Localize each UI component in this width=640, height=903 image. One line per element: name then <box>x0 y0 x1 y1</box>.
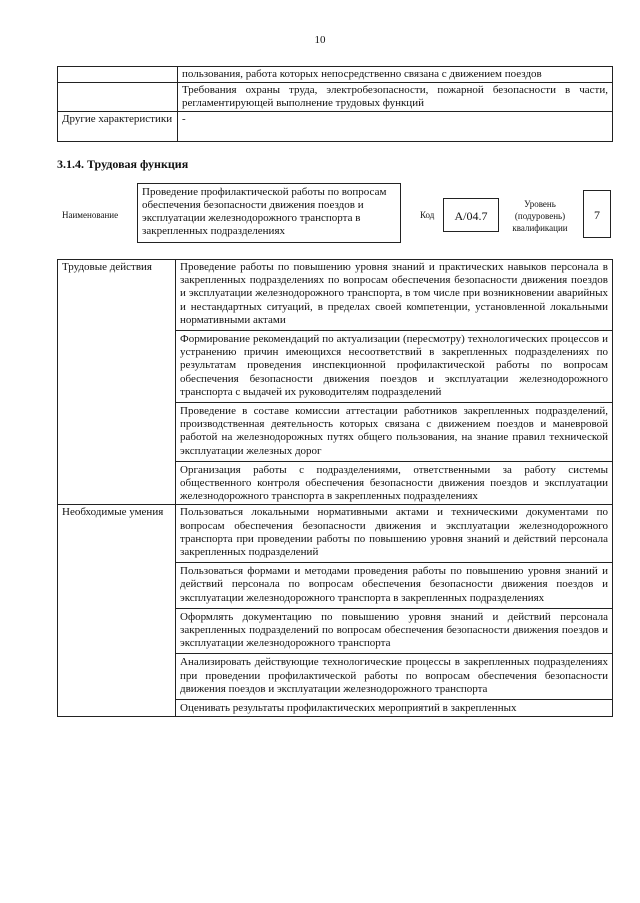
section-heading: 3.1.4. Трудовая функция <box>57 157 189 171</box>
qualification-level-value: 7 <box>583 190 611 238</box>
labor-actions-label: Трудовые действия <box>58 260 176 505</box>
list-item: Пользоваться формами и методами проведения работы по повышению уровня знаний и действий персонала по вопросам обеспечения безопасности движения поездов и эксплуатации железнодорожного транспорта в закрепленных подразделениях <box>176 562 612 605</box>
table-row <box>58 505 613 717</box>
list-item: Организация работы с подразделениями, ответственными за работу системы общественного контроля обеспечения безопасности движения поездов и эксплуатации железнодорожного транспорта в закрепленных подразделениях <box>176 461 612 504</box>
list-item: Формирование рекомендаций по актуализации (пересмотру) технологических процессов и устранению причин имеющихся несоответствий в закрепленных подразделениях по результатам проведения инспекционной профилактической работы по вопросам обеспечения безопасности движения поездов и эксплуатации железнодорожного транспорта с выдачей их руководителям подразделений <box>176 330 612 399</box>
previous-function-table <box>57 66 613 142</box>
table-row <box>58 83 613 112</box>
skills-cell <box>176 505 613 717</box>
list-item: Оценивать результаты профилактических мероприятий в закрепленных <box>176 699 612 715</box>
other-characteristics-value: - <box>178 112 613 142</box>
labor-actions-cell <box>176 260 613 505</box>
table-row <box>58 112 613 142</box>
skills-label: Необходимые умения <box>58 505 176 717</box>
list-item: Пользоваться локальными нормативными актами и техническими документами по вопросам обеспечения безопасности движения и эксплуатации железнодорожного транспорта при проведении работы по повышению уровня знаний и действий персонала закрепленных подразделений <box>180 506 608 559</box>
row-text: пользования, работа которых непосредственно связана с движением поездов <box>178 67 613 83</box>
row-label <box>58 67 178 83</box>
row-text: Требования охраны труда, электробезопасности, пожарной безопасности в части, регламентирующей выполнение трудовых функций <box>178 83 613 112</box>
list-item: Проведение в составе комиссии аттестации работников закрепленных подразделений, производственная деятельность которых связана с движением поездов и маневровой работой на железнодорожных путях общего пользования, на знание правил технической эксплуатации железных дорог <box>176 402 612 458</box>
table-row <box>58 260 613 505</box>
name-label: Наименование <box>62 210 119 220</box>
code-value: A/04.7 <box>443 198 499 232</box>
other-characteristics-label: Другие характеристики <box>58 112 178 142</box>
code-label: Код <box>420 210 435 220</box>
function-name-value: Проведение профилактической работы по вопросам обеспечения безопасности движения поездов и эксплуатации железнодорожного транспорта в закрепленных подразделениях <box>137 183 401 243</box>
page-number: 10 <box>314 34 326 46</box>
row-label <box>58 83 178 112</box>
list-item: Проведение работы по повышению уровня знаний и практических навыков персонала в закрепленных подразделениях по вопросам обеспечения безопасности движения поездов и эксплуатации железнодорожного транспорта, в том числе при возникновении аварийных и нестандартных ситуаций, в пределах своей компетенции, установленной локальными нормативными актами <box>180 261 608 326</box>
labor-function-table <box>57 259 613 717</box>
table-row <box>58 67 613 83</box>
list-item: Оформлять документацию по повышению уровня знаний и действий персонала закрепленных подразделений по вопросам обеспечения безопасности движения поездов и эксплуатации железнодорожного транспорта <box>176 608 612 651</box>
list-item: Анализировать действующие технологические процессы в закрепленных подразделениях при проведении профилактической работы по вопросам обеспечения безопасности движения поездов и эксплуатации железнодорожного транспорта <box>176 653 612 696</box>
qualification-level-label: Уровень (подуровень) квалификации <box>512 199 568 233</box>
